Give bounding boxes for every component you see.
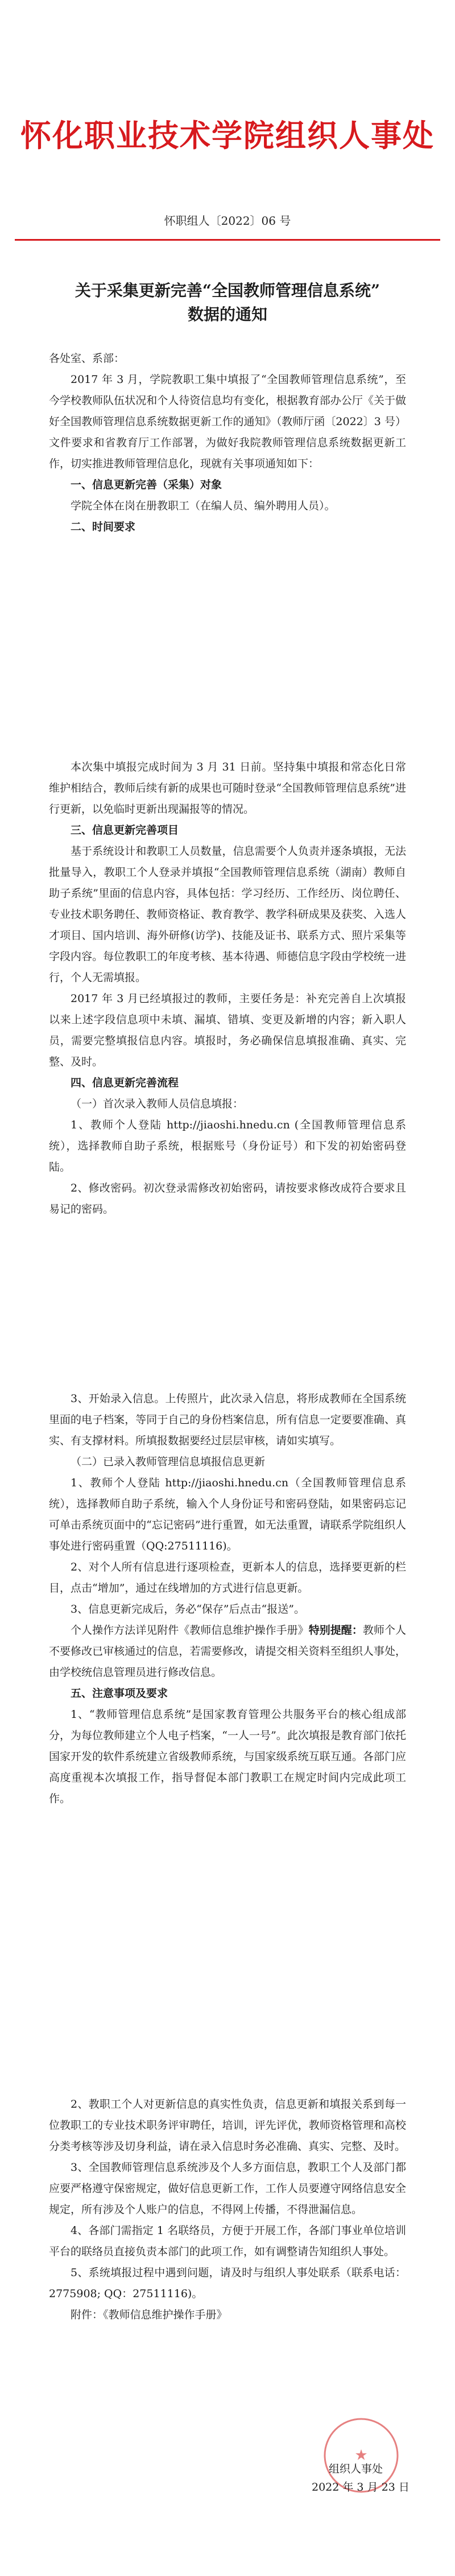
section-5-heading: 五、注意事项及要求	[71, 1687, 168, 1700]
section-4-sub-2: （二）已录入教师管理信息填报信息更新	[71, 1456, 266, 1468]
section-3-text-1: 基于系统设计和教职工人员数量，信息需要个人负责并逐条填报，无法批量导入，教职工个人登录并填报“全国教师管理信息系统（湖南）教师自助子系统”里面的信息内容，具体包括：学习经历、工作经历、岗位聘任、专业技术职务聘任、教师资格证、教育教学、教学科研成果及获奖、入选人才项目、国内培训、海外研修(访学)、技能及证书、联系方式、照片采集等字段内容。每位教职工的年度考核、基本待遇、师德信息字段由学校统一进行，个人无需填报。	[49, 845, 406, 984]
section-5-item-1: 1、“教师管理信息系统”是国家教育管理公共服务平台的核心组成部分，为每位教师建立个人电子档案，“一人一号”。此次填报是教育部门依托国家开发的软件系统建立省级教师系统，与国家级系统互联互通。各部门应高度重视本次填报工作，指导督促本部门教职工在规定时间内完成此项工作。	[49, 1708, 406, 1805]
section-1-heading: 一、信息更新完善（采集）对象	[71, 479, 222, 491]
special-reminder-label: 特别提醒：	[308, 1624, 363, 1637]
section-3-heading: 三、信息更新完善项目	[71, 824, 179, 836]
section-4-sub-1-item-2: 2、修改密码。初次登录需修改初始密码，请按要求修改成符合要求且易记的密码。	[49, 1182, 406, 1215]
red-divider	[15, 239, 440, 241]
section-4-sub-1: （一）首次录入教师人员信息填报：	[71, 1098, 244, 1110]
org-title: 怀化职业技术学院组织人事处	[20, 117, 435, 154]
title-line-2: 数据的通知	[187, 305, 267, 324]
section-5-item-5: 5、系统填报过程中遇到问题，请及时与组织人事处联系（联系电话：2775908; QQ：27511116)。	[49, 2266, 406, 2300]
document-number: 怀职组人〔2022〕06 号	[164, 214, 291, 228]
manual-note-text: 个人操作方法详见附件《教师信息维护操作手册》	[71, 1624, 309, 1637]
section-4-heading: 四、信息更新完善流程	[71, 1077, 179, 1089]
section-4-sub-2-item-1: 1、教师个人登陆 http://jiaoshi.hnedu.cn（全国教师管理信息系统），选择教师自助子系统，输入个人身份证号和密码登陆，如果密码忘记可单击系统页面中的“忘记密码”进行重置，如无法重置，请联系学院组织人事处进行密码重置（QQ:27511116)。	[49, 1477, 406, 1552]
section-5-item-3: 3、全国教师管理信息系统涉及个人多方面信息，教职工个人及部门都应要严格遵守保密规定，做好信息更新工作，工作人员要遵守网络信息安全规定，所有涉及个人账户的信息，不得网上传播，不得泄漏信息。	[49, 2161, 406, 2216]
section-5-item-4: 4、各部门需指定 1 名联络员，方便于开展工作，各部门事业单位培训平台的联络员直接负责本部门的此项工作，如有调整请告知组织人事处。	[49, 2224, 406, 2258]
body-block-1	[49, 348, 406, 538]
attachment-line: 附件：《教师信息维护操作手册》	[71, 2309, 228, 2321]
signature-date: 2022 年 3 月 23 日	[312, 2481, 410, 2493]
body-block-2	[49, 757, 406, 1220]
section-4-sub-1-item-3: 3、开始录入信息。上传照片，此次录入信息，将形成教师在全国系统里面的电子档案，等同于自己的身份档案信息，所有信息一定要要准确、真实、有支撑材料。所填报数据要经过层层审核，请如实填写。	[49, 1392, 406, 1447]
title-line-1: 关于采集更新完善“全国教师管理信息系统”	[75, 281, 380, 300]
section-4-sub-1-item-1: 1、教师个人登陆 http://jiaoshi.hnedu.cn (全国教师管理信息系统），选择教师自助子系统，根据账号（身份证号）和下发的初始密码登陆。	[49, 1119, 406, 1173]
section-4-sub-2-item-3: 3、信息更新完成后，务必“保存”后点击“报送”。	[71, 1603, 305, 1615]
document-title	[34, 279, 421, 327]
section-2-heading: 二、时间要求	[71, 521, 136, 533]
section-2-text: 本次集中填报完成时间为 3 月 31 日前。坚持集中填报和常态化日常维护相结合，教师后续有新的成果也可随时登录“全国教师管理信息系统”进行更新，以免临时更新出现漏报等的情况。	[49, 761, 406, 815]
section-5-item-2: 2、教职工个人对更新信息的真实性负责，信息更新和填报关系到每一位教职工的专业技术职务评审聘任，培训，评先评优，教师资格管理和高校分类考核等涉及切身利益，请在录入信息时务必准确、真实、完整、及时。	[49, 2098, 406, 2153]
section-4-sub-2-item-2: 2、对个人所有信息进行逐项检查，更新本人的信息，选择要更新的栏目，点击“增加”，通过在线增加的方式进行信息更新。	[49, 1561, 406, 1594]
svg-text:★: ★	[354, 2447, 368, 2464]
signature-department: 组织人事处	[329, 2463, 383, 2475]
section-1-text: 学院全体在岗在册教职工（在编人员、编外聘用人员）。	[71, 500, 336, 512]
special-reminder-text: 教师个人不要修改已审核通过的信息，若需要修改，请提交相关资料至组织人事处，由学校统信息管理员进行修改信息。	[49, 1624, 406, 1679]
operation-manual-note	[49, 1620, 406, 1683]
body-block-4	[49, 2094, 406, 2326]
body-block-3	[49, 1388, 406, 1810]
intro-paragraph: 2017 年 3 月，学院教职工集中填报了“全国教师管理信息系统”，至今学校教师队伍状况和个人待资信息均有变化，根据教育部办公厅《关于做好全国教师管理信息系统数据更新工作的通知》（教师厅函〔2022〕3 号）文件要求和省教育厅工作部署，为做好我院教师管理信息系统数据更新工作，切实推进教师管理信息化，现就有关事项通知如下：	[49, 373, 406, 470]
salutation: 各处室、系部：	[49, 352, 125, 365]
section-3-text-2: 2017 年 3 月已经填报过的教师，主要任务是：补充完善自上次填报以来上述字段信息项中未填、漏填、错填、变更及新增的内容；新入职人员，需要完整填报信息内容。填报时，务必确保信息填报准确、真实、完整、及时。	[49, 992, 406, 1068]
